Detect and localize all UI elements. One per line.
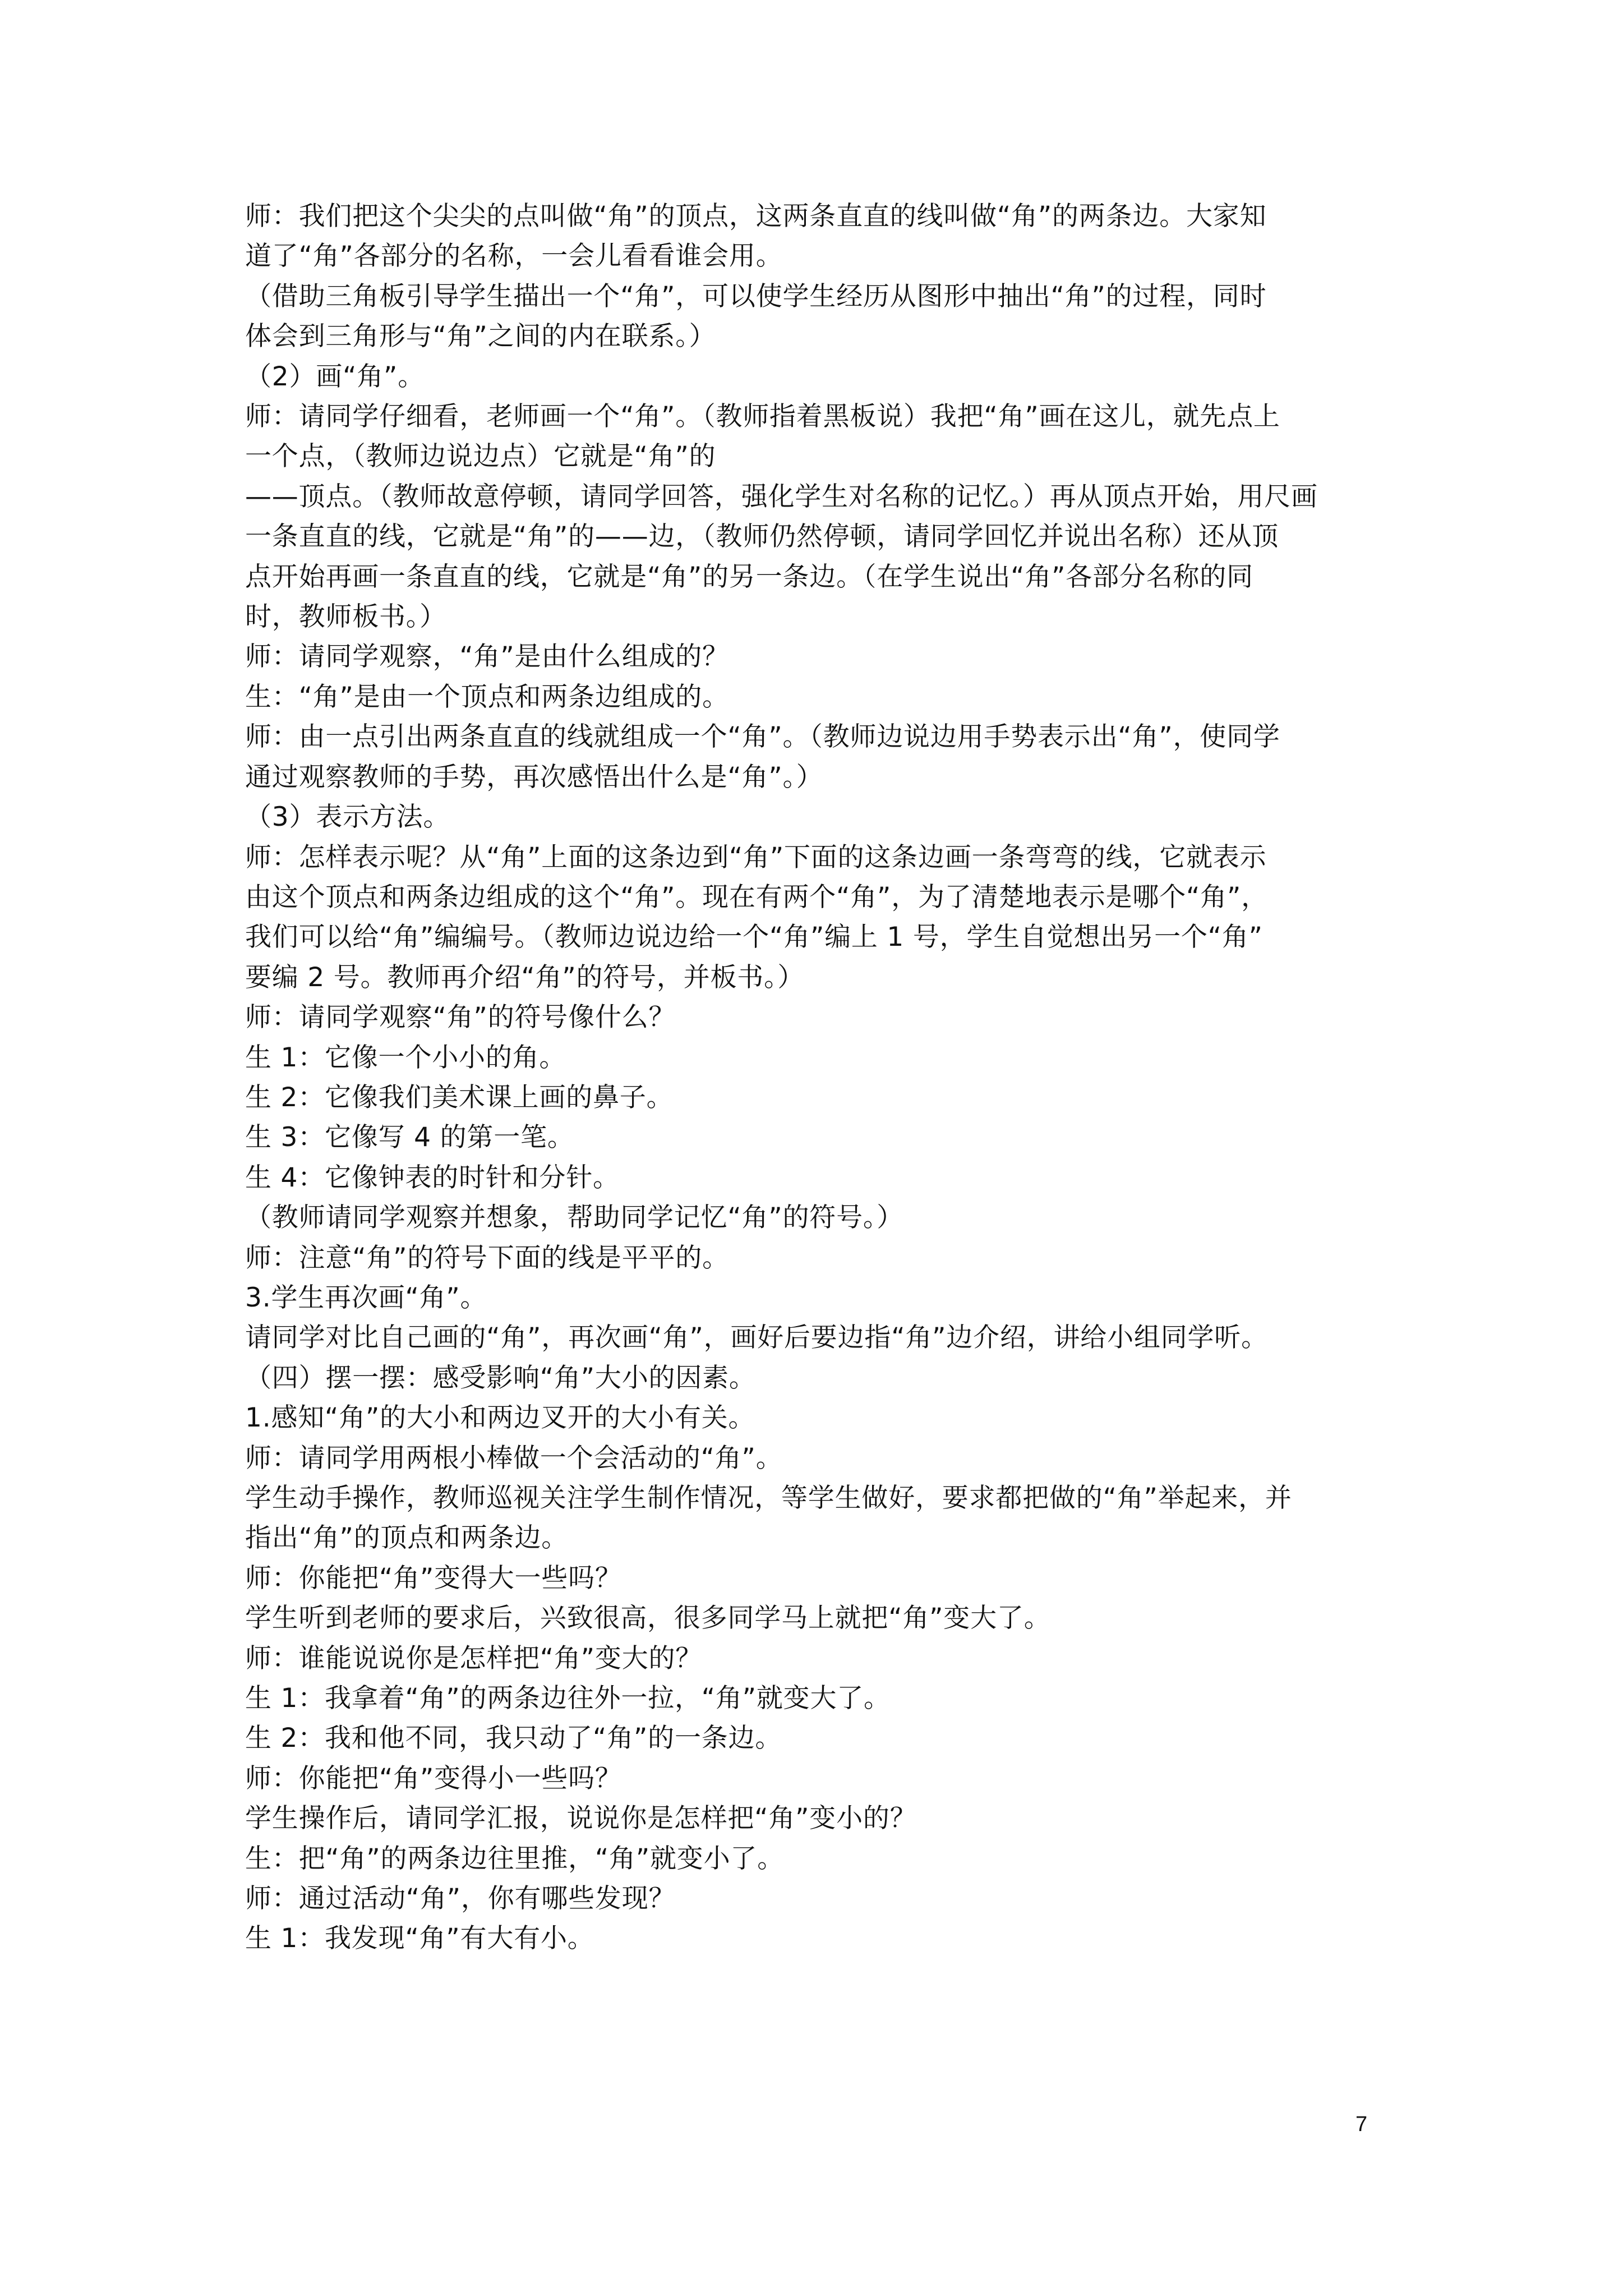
section-heading: （2）画“角”。 — [245, 361, 425, 392]
text-line: 时，教师板书。） — [245, 601, 446, 633]
text-line: 一条直直的线，它就是“角”的——边，（教师仍然停顿，请同学回忆并说出名称）还从顶 — [245, 521, 1279, 553]
text-line: 生 2：它像我们美术课上画的鼻子。 — [245, 1082, 674, 1113]
text-line: 生 1：我发现“角”有大有小。 — [245, 1923, 594, 1954]
text-line: 要编 2 号。教师再介绍“角”的符号，并板书。） — [245, 961, 805, 993]
section-heading: （四）摆一摆：感受影响“角”大小的因素。 — [245, 1362, 756, 1393]
text-line: 师：你能把“角”变得大一些吗？ — [245, 1562, 622, 1594]
text-line: 师：请同学用两根小棒做一个会活动的“角”。 — [245, 1442, 783, 1474]
text-line: 请同学对比自己画的“角”，再次画“角”，画好后要边指“角”边介绍，讲给小组同学听。 — [245, 1322, 1268, 1354]
text-line: 体会到三角形与“角”之间的内在联系。） — [245, 321, 716, 352]
text-line: 学生动手操作，教师巡视关注学生制作情况，等学生做好，要求都把做的“角”举起来，并 — [245, 1483, 1292, 1513]
text-line: 师：请同学观察“角”的符号像什么？ — [245, 1002, 676, 1033]
text-line: 师：我们把这个尖尖的点叫做“角”的顶点，这两条直直的线叫做“角”的两条边。大家知 — [245, 201, 1267, 232]
section-heading: 3.学生再次画“角”。 — [245, 1282, 487, 1313]
text-line: 生 4：它像钟表的时针和分针。 — [245, 1162, 620, 1193]
section-heading: （3）表示方法。 — [245, 802, 450, 833]
text-line: 生 3：它像写 4 的第一笔。 — [245, 1122, 574, 1153]
text-line: 我们可以给“角”编编号。（教师边说边给一个“角”编上 1 号，学生自觉想出另一个“角” — [245, 922, 1263, 953]
text-line: 道了“角”各部分的名称，一会儿看看谁会用。 — [245, 241, 783, 272]
text-line: 指出“角”的顶点和两条边。 — [245, 1522, 569, 1554]
text-line: 师：请同学观察，“角”是由什么组成的？ — [245, 641, 729, 673]
body-text — [245, 196, 1406, 1959]
text-line: 一个点，（教师边说边点）它就是“角”的 — [245, 441, 716, 472]
text-line: 师：你能把“角”变得小一些吗？ — [245, 1763, 622, 1794]
text-line: 生：把“角”的两条边往里推，“角”就变小了。 — [245, 1843, 784, 1874]
text-line: 生 1：它像一个小小的角。 — [245, 1042, 566, 1073]
text-line: 师：请同学仔细看，老师画一个“角”。（教师指着黑板说）我把“角”画在这儿，就先点上 — [245, 401, 1280, 432]
text-line: 由这个顶点和两条边组成的这个“角”。现在有两个“角”，为了清楚地表示是哪个“角”， — [245, 881, 1268, 913]
text-line: 师：通过活动“角”，你有哪些发现？ — [245, 1883, 676, 1915]
text-line: 师：由一点引出两条直直的线就组成一个“角”。（教师边说边用手势表示出“角”，使同学 — [245, 721, 1280, 753]
text-line: 点开始再画一条直直的线，它就是“角”的另一条边。（在学生说出“角”各部分名称的同 — [245, 561, 1253, 592]
text-line: 生 2：我和他不同，我只动了“角”的一条边。 — [245, 1723, 782, 1754]
text-line: 师：谁能说说你是怎样把“角”变大的？ — [245, 1642, 703, 1674]
section-heading: 1.感知“角”的大小和两边叉开的大小有关。 — [245, 1402, 755, 1434]
text-line: ——顶点。（教师故意停顿，请同学回答，强化学生对名称的记忆。）再从顶点开始，用尺画 — [245, 481, 1318, 512]
page-number: 7 — [1355, 2113, 1368, 2136]
text-line: 生：“角”是由一个顶点和两条边组成的。 — [245, 681, 729, 712]
text-line: 生 1：我拿着“角”的两条边往外一拉，“角”就变大了。 — [245, 1683, 891, 1714]
text-line: 学生听到老师的要求后，兴致很高，很多同学马上就把“角”变大了。 — [245, 1603, 1051, 1634]
text-line: 学生操作后，请同学汇报，说说你是怎样把“角”变小的？ — [245, 1803, 917, 1834]
text-line: （借助三角板引导学生描出一个“角”，可以使学生经历从图形中抽出“角”的过程，同时 — [245, 280, 1267, 312]
text-line: 师：注意“角”的符号下面的线是平平的。 — [245, 1242, 729, 1273]
text-line: （教师请同学观察并想象，帮助同学记忆“角”的符号。） — [245, 1202, 903, 1234]
text-line: 师：怎样表示呢？从“角”上面的这条边到“角”下面的这条边画一条弯弯的线，它就表示 — [245, 841, 1267, 873]
text-line: 通过观察教师的手势，再次感悟出什么是“角”。） — [245, 761, 823, 793]
